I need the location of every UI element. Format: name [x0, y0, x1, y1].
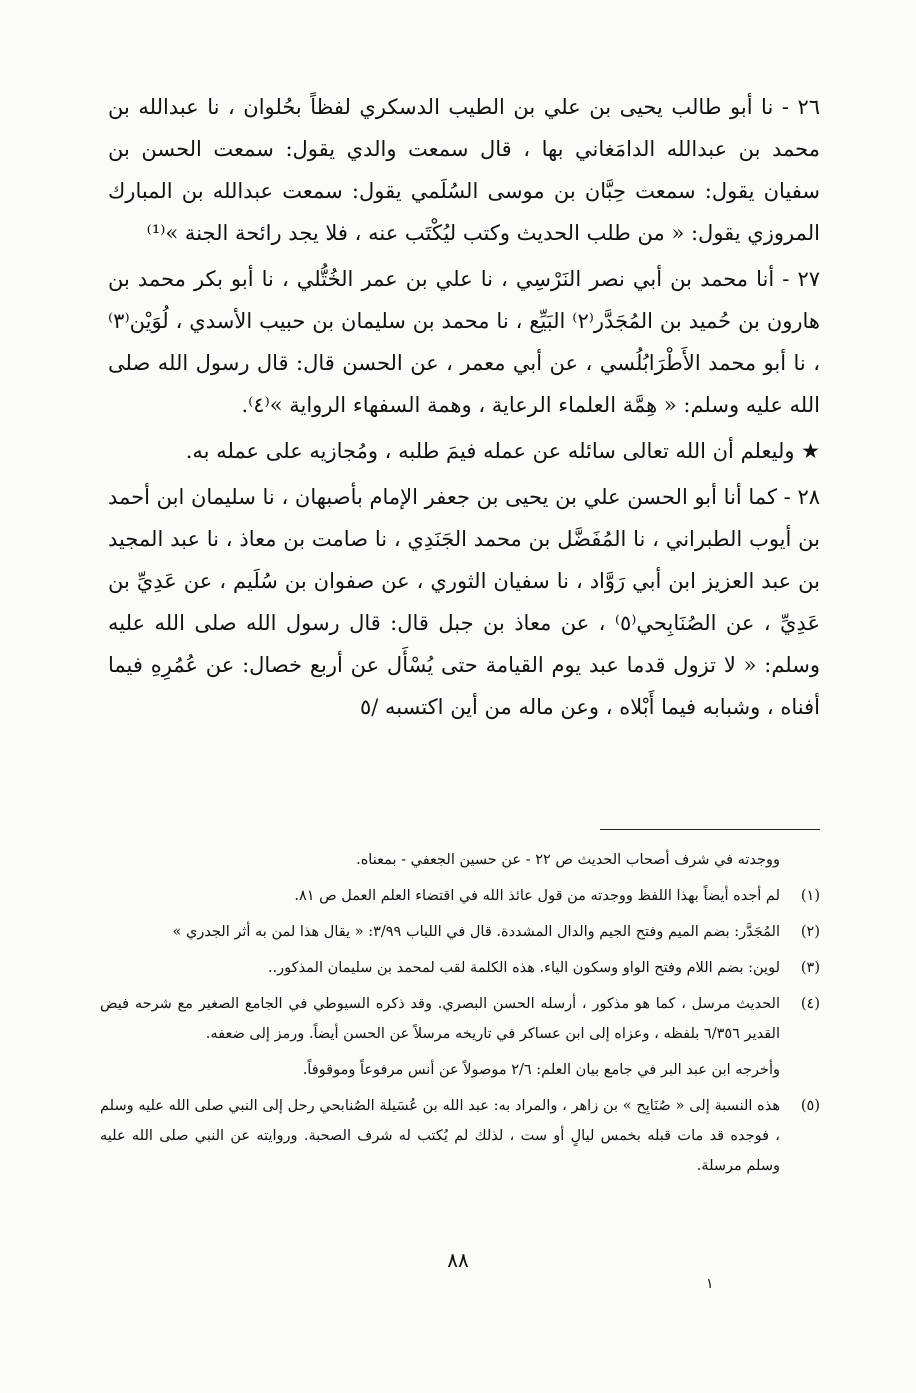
footnote-number: (٢)	[800, 924, 820, 940]
paragraph-note-star: ★ وليعلم أن الله تعالى سائله عن عمله فيمَ طلبه ، ومُجازيه على عمله به.	[185, 439, 820, 463]
footnote-number: (١)	[800, 888, 820, 904]
footnote-number: (٥)	[800, 1098, 820, 1114]
footnote-3	[100, 953, 820, 983]
footnote-divider	[600, 829, 820, 830]
footnote-4-extra: وأخرجه ابن عبد البر في جامع بيان العلم: ٢/٦ موصولاً عن أنس مرفوعاً وموقوفاً.	[302, 1062, 780, 1078]
footnote-text: لم أجده أيضاً بهذا اللفظ ووجدته من قول عائذ الله في اقتضاء العلم العمل ص ٨١.	[294, 888, 780, 904]
footnote-text: الحديث مرسل ، كما هو مذكور ، أرسله الحسن البصري. وقد ذكره السيوطي في الجامع الصغير مع شرحه فيض القدير ٦/٣٥٦ بلفظه ، وعزاه إلى ابن عساكر في تاريخه مرسلاً عن الحسن أيضاً. ورمز إلى ضعفه.	[100, 996, 780, 1042]
footnote-2	[100, 917, 820, 947]
footnote-5	[100, 1091, 820, 1181]
footnote-number: (٤)	[800, 996, 820, 1012]
footnote-text: لوين: بضم اللام وفتح الواو وسكون الياء. هذه الكلمة لقب لمحمد بن سليمان المذكور..	[267, 960, 780, 976]
footnote-text: هذه النسبة إلى « صُنَابِح » بن زاهر ، والمراد به: عبد الله بن عُسَيلة الصُنابحي رحل إلى النبي صلى الله عليه وسلم ، فوجده قد مات قبله بخمس ليالٍ أو ست ، لذلك لم يُكتب له شرف الصحبة. وروايته عن النبي صلى الله عليه وسلم مرسلة.	[100, 1098, 780, 1174]
footnote-continuation: ووجدته في شرف أصحاب الحديث ص ٢٢ - عن حسين الجعفي - بمعناه.	[356, 852, 780, 868]
paragraph-27: ٢٧ - أنا محمد بن أبي نصر النَرْسِي ، نا علي بن عمر الخُتُّلي ، نا أبو بكر محمد بن هارون بن حُميد بن المُجَدَّر⁽٢⁾ البَيِّع ، نا محمد بن سليمان بن حبيب الأسدي ، لُوَيْن⁽٣⁾ ، نا أبو محمد الأَطْرَابُلُسي ، عن أبي معمر ، عن الحسن قال: قال رسول الله صلى الله عليه وسلم: « هِمَّة العلماء الرعاية ، وهمة السفهاء الرواية »⁽٤⁾.	[108, 267, 820, 417]
footnote-text: المُجَدَّر: بضم الميم وفتح الجيم والدال المشددة. قال في اللباب ٣/٩٩: « يقال هذا لمن به أثر الجدري »	[172, 924, 780, 940]
paragraph-28: ٢٨ - كما أنا أبو الحسن علي بن يحيى بن جعفر الإمام بأصبهان ، نا سليمان ابن أحمد بن أيوب الطبراني ، نا المُفَضَّل بن محمد الجَنَدِي ، نا صامت بن معاذ ، نا عبد المجيد بن عبد العزيز ابن أبي رَوَّاد ، نا سفيان الثوري ، عن صفوان بن سُلَيم ، عن عَدِيِّ بن عَدِيِّ ، عن الصُنَابِحي⁽٥⁾ ، عن معاذ بن جبل قال: قال رسول الله صلى الله عليه وسلم: « لا تزول قدما عبد يوم القيامة حتى يُسْأَل عن أربع خصال: عن عُمُرِهِ فيما أفناه ، وشبابه فيما أَبْلاه ، وعن ماله من أين اكتسبه /٥	[108, 485, 820, 719]
main-text	[108, 86, 820, 732]
footnote-1	[100, 881, 820, 911]
footnote-number: (٣)	[800, 960, 820, 976]
footnote-4	[100, 989, 820, 1049]
corner-mark: ١	[706, 1276, 714, 1292]
footnotes	[100, 845, 820, 1187]
paragraph-26: ٢٦ - نا أبو طالب يحيى بن علي بن الطيب الدسكري لفظاً بحُلوان ، نا عبدالله بن محمد بن عبدالله الدامَغاني بها ، قال سمعت والدي يقول: سمعت الحسن بن سفيان يقول: سمعت حِبَّان بن موسى السُلَمي يقول: سمعت عبدالله بن المبارك المروزي يقول: « من طلب الحديث وكتب ليُكْتَب عنه ، فلا يجد رائحة الجنة »⁽¹⁾	[108, 95, 820, 245]
page-number: ٨٨	[447, 1248, 469, 1272]
